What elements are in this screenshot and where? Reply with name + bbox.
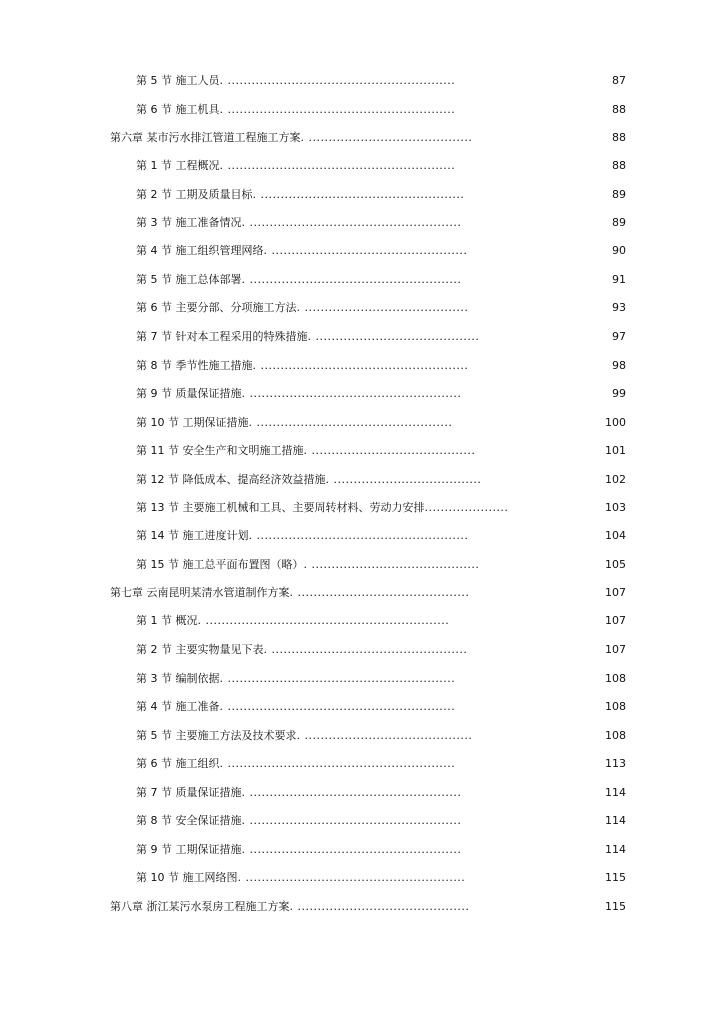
toc-page-number: 107 xyxy=(605,586,626,599)
toc-page-number: 108 xyxy=(605,700,626,713)
toc-dot-leader: . ........................................... xyxy=(289,900,470,913)
toc-section-row[interactable] xyxy=(0,726,724,746)
toc-page-number: 105 xyxy=(605,558,626,571)
toc-page-number: 114 xyxy=(605,786,626,799)
toc-dot-leader: . ......................................... xyxy=(300,131,473,144)
toc-entry-label: 第 15 节 施工总平面布置图（略） xyxy=(136,558,304,571)
toc-entry-label: 第 8 节 季节性施工措施 xyxy=(136,359,253,372)
toc-page-number: 93 xyxy=(612,301,626,314)
toc-dot-leader: . .......................................... xyxy=(303,558,480,571)
toc-page-number: 107 xyxy=(605,614,626,627)
toc-dot-leader: . .................................................... xyxy=(252,359,469,372)
toc-entry-label: 第 6 节 施工组织 xyxy=(136,757,220,770)
toc-page-number: 101 xyxy=(605,444,626,457)
toc-page-number: 87 xyxy=(612,74,626,87)
toc-dot-leader: . ................................................. xyxy=(248,416,453,429)
toc-dot-leader: . ....................................................... xyxy=(237,871,466,884)
toc-page-number: 102 xyxy=(605,473,626,486)
toc-entry-label: 第 4 节 施工准备 xyxy=(136,700,220,713)
toc-entry-label: 第 5 节 主要施工方法及技术要求 xyxy=(136,729,297,742)
toc-section-row[interactable] xyxy=(0,811,724,831)
toc-page-number: 98 xyxy=(612,359,626,372)
toc-section-row[interactable] xyxy=(0,783,724,803)
toc-page-number: 90 xyxy=(612,244,626,257)
toc-entry-label: 第 8 节 安全保证措施 xyxy=(136,814,242,827)
toc-entry-label: 第 1 节 工程概况 xyxy=(136,159,220,172)
toc-section-row[interactable] xyxy=(0,413,724,433)
toc-entry-label: 第 14 节 施工进度计划 xyxy=(136,529,249,542)
toc-section-row[interactable] xyxy=(0,356,724,376)
toc-entry-label: 第 6 节 施工机具 xyxy=(136,103,220,116)
toc-section-row[interactable] xyxy=(0,213,724,233)
toc-page-number: 114 xyxy=(605,843,626,856)
toc-dot-leader: . ................................................. xyxy=(263,643,468,656)
toc-entry-label: 第 5 节 施工总体部署 xyxy=(136,273,242,286)
toc-section-row[interactable] xyxy=(0,100,724,120)
toc-entry-label: 第 7 节 针对本工程采用的特殊措施 xyxy=(136,330,308,343)
toc-section-row[interactable] xyxy=(0,270,724,290)
toc-page-number: 104 xyxy=(605,529,626,542)
toc-page-number: 108 xyxy=(605,729,626,742)
toc-dot-leader: . ......................................................... xyxy=(219,159,456,172)
toc-section-row[interactable] xyxy=(0,697,724,717)
toc-page-number: 100 xyxy=(605,416,626,429)
toc-section-row[interactable] xyxy=(0,640,724,660)
toc-dot-leader: . ......................................... xyxy=(303,444,476,457)
toc-section-row[interactable] xyxy=(0,868,724,888)
toc-dot-leader: . ............................................................. xyxy=(197,614,450,627)
toc-entry-label: 第六章 某市污水排江管道工程施工方案 xyxy=(110,131,301,144)
toc-section-row[interactable] xyxy=(0,669,724,689)
toc-section-row[interactable] xyxy=(0,840,724,860)
toc-entry-label: 第 10 节 工期保证措施 xyxy=(136,416,249,429)
toc-entry-label: 第 13 节 主要施工机械和工具、主要周转材料、劳动力安排 xyxy=(136,501,425,514)
toc-page-number: 88 xyxy=(612,103,626,116)
toc-entry-label: 第 9 节 工期保证措施 xyxy=(136,843,242,856)
toc-entry-label: 第 5 节 施工人员 xyxy=(136,74,220,87)
toc-section-row[interactable] xyxy=(0,241,724,261)
toc-dot-leader: . ..................................................... xyxy=(241,216,462,229)
toc-section-row[interactable] xyxy=(0,327,724,347)
toc-page-number: 99 xyxy=(612,387,626,400)
toc-entry-label: 第 9 节 质量保证措施 xyxy=(136,387,242,400)
toc-section-row[interactable] xyxy=(0,441,724,461)
toc-entry-label: 第 1 节 概况 xyxy=(136,614,198,627)
toc-dot-leader: ..................... xyxy=(424,501,509,514)
toc-section-row[interactable] xyxy=(0,526,724,546)
toc-entry-label: 第 12 节 降低成本、提高经济效益措施 xyxy=(136,473,326,486)
toc-dot-leader: . ......................................... xyxy=(296,301,469,314)
toc-section-row[interactable] xyxy=(0,298,724,318)
toc-entry-label: 第 2 节 工期及质量目标 xyxy=(136,188,253,201)
toc-entry-label: 第 10 节 施工网络图 xyxy=(136,871,238,884)
toc-section-row[interactable] xyxy=(0,470,724,490)
toc-page-number: 89 xyxy=(612,188,626,201)
toc-dot-leader: . ..................................................... xyxy=(241,273,462,286)
toc-entry-label: 第 11 节 安全生产和文明施工措施 xyxy=(136,444,304,457)
toc-chapter-row[interactable] xyxy=(0,897,724,917)
toc-section-row[interactable] xyxy=(0,754,724,774)
toc-section-row[interactable] xyxy=(0,555,724,575)
toc-dot-leader: . ......................................................... xyxy=(219,700,456,713)
toc-dot-leader: . ......................................................... xyxy=(219,103,456,116)
toc-dot-leader: . ..................................................... xyxy=(241,814,462,827)
toc-section-row[interactable] xyxy=(0,611,724,631)
toc-page-number: 89 xyxy=(612,216,626,229)
toc-dot-leader: . ................................................... xyxy=(252,188,465,201)
toc-section-row[interactable] xyxy=(0,185,724,205)
toc-section-row[interactable] xyxy=(0,498,724,518)
toc-entry-label: 第 4 节 施工组织管理网络 xyxy=(136,244,264,257)
toc-chapter-row[interactable] xyxy=(0,583,724,603)
toc-page-number: 91 xyxy=(612,273,626,286)
toc-entry-label: 第 6 节 主要分部、分项施工方法 xyxy=(136,301,297,314)
toc-dot-leader: . ..................................... xyxy=(325,473,482,486)
toc-dot-leader: . ......................................... xyxy=(307,330,480,343)
toc-section-row[interactable] xyxy=(0,384,724,404)
toc-dot-leader: . ..................................................... xyxy=(241,843,462,856)
toc-page-number: 107 xyxy=(605,643,626,656)
toc-dot-leader: . ......................................................... xyxy=(219,757,456,770)
toc-dot-leader: . ..................................................... xyxy=(241,387,462,400)
toc-dot-leader: . ..................................................... xyxy=(241,786,462,799)
toc-entry-label: 第 3 节 施工准备情况 xyxy=(136,216,242,229)
toc-section-row[interactable] xyxy=(0,71,724,91)
toc-dot-leader: . ................................................. xyxy=(263,244,468,257)
toc-dot-leader: . ......................................................... xyxy=(219,672,456,685)
toc-dot-leader: . .......................................... xyxy=(296,729,473,742)
toc-page-number: 103 xyxy=(605,501,626,514)
toc-entry-label: 第 3 节 编制依据 xyxy=(136,672,220,685)
toc-page-number: 115 xyxy=(605,871,626,884)
toc-page-number: 115 xyxy=(605,900,626,913)
toc-dot-leader: . ........................................... xyxy=(289,586,470,599)
toc-entry-label: 第七章 云南昆明某清水管道制作方案 xyxy=(110,586,290,599)
toc-section-row[interactable] xyxy=(0,156,724,176)
toc-chapter-row[interactable] xyxy=(0,128,724,148)
toc-dot-leader: . ......................................................... xyxy=(219,74,456,87)
toc-page-number: 114 xyxy=(605,814,626,827)
toc-page-number: 88 xyxy=(612,131,626,144)
toc-dot-leader: . ..................................................... xyxy=(248,529,469,542)
toc-page-number: 88 xyxy=(612,159,626,172)
toc-entry-label: 第 2 节 主要实物量见下表 xyxy=(136,643,264,656)
toc-page-number: 113 xyxy=(605,757,626,770)
toc-entry-label: 第 7 节 质量保证措施 xyxy=(136,786,242,799)
toc-entry-label: 第八章 浙江某污水泵房工程施工方案 xyxy=(110,900,290,913)
toc-page-number: 97 xyxy=(612,330,626,343)
toc-page-number: 108 xyxy=(605,672,626,685)
